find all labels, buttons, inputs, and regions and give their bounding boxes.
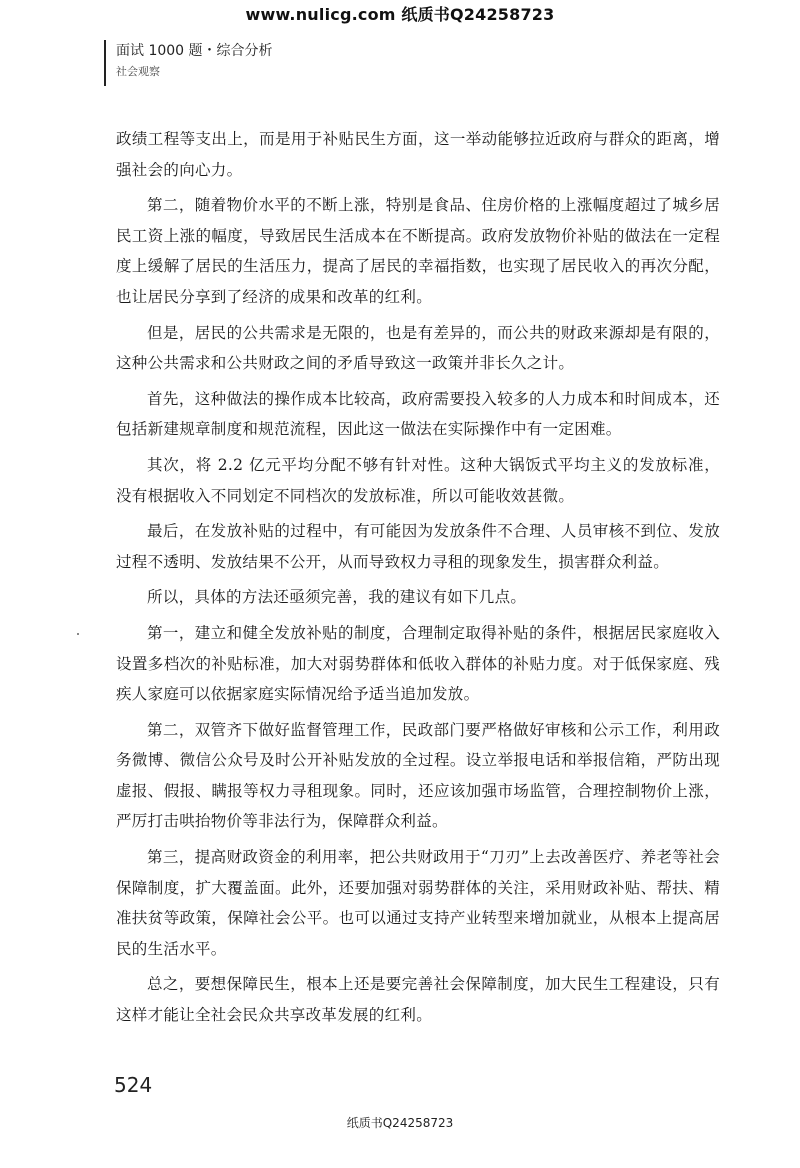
paragraph-4: 首先，这种做法的操作成本比较高，政府需要投入较多的人力成本和时间成本，还包括新建规章制度和规范流程，因此这一做法在实际操作中有一定困难。 <box>116 389 720 439</box>
section-title: 社会观察 <box>116 65 160 78</box>
paragraph-1: 政绩工程等支出上，而是用于补贴民生方面，这一举动能够拉近政府与群众的距离，增强社会的向心力。 <box>116 130 720 179</box>
top-watermark: www.nulicg.com 纸质书Q24258723 <box>245 5 555 24</box>
paragraph-2: 第二，随着物价水平的不断上涨，特别是食品、住房价格的上涨幅度超过了城乡居民工资上涨的幅度，导致居民生活成本在不断提高。政府发放物价补贴的做法在一定程度上缓解了居民的生活压力，提高了居民的幸福指数，也实现了居民收入的再次分配，也让居民分享到了经济的成果和改革的红利。 <box>116 196 720 306</box>
running-header <box>104 40 273 86</box>
book-title: 面试 1000 题・综合分析 <box>116 43 273 59</box>
bottom-watermark: 纸质书Q24258723 <box>346 1116 454 1130</box>
paragraph-5: 其次，将 2.2 亿元平均分配不够有针对性。这种大锅饭式平均主义的发放标准，没有根据收入不同划定不同档次的发放标准，所以可能收效甚微。 <box>116 455 720 505</box>
body-text <box>116 124 720 1036</box>
paragraph-10: 第三，提高财政资金的利用率，把公共财政用于“刀刃”上去改善医疗、养老等社会保障制度，扩大覆盖面。此外，还要加强对弱势群体的关注，采用财政补贴、帮扶、精准扶贫等政策，保障社会公平。也可以通过支持产业转型来增加就业，从根本上提高居民的生活水平。 <box>116 848 720 958</box>
margin-dot <box>77 633 79 635</box>
paragraph-7: 所以，具体的方法还亟须完善，我的建议有如下几点。 <box>147 588 527 607</box>
paragraph-3: 但是，居民的公共需求是无限的，也是有差异的，而公共的财政来源却是有限的，这种公共需求和公共财政之间的矛盾导致这一政策并非长久之计。 <box>116 323 720 373</box>
paragraph-9: 第二，双管齐下做好监督管理工作，民政部门要严格做好审核和公示工作，利用政务微博、微信公众号及时公开补贴发放的全过程。设立举报电话和举报信箱，严防出现虚报、假报、瞒报等权力寻租现象。同时，还应该加强市场监管，合理控制物价上涨，严厉打击哄抬物价等非法行为，保障群众利益。 <box>116 720 720 831</box>
paragraph-6: 最后，在发放补贴的过程中，有可能因为发放条件不合理、人员审核不到位、发放过程不透明、发放结果不公开，从而导致权力寻租的现象发生，损害群众利益。 <box>116 522 720 571</box>
page-number: 524 <box>114 1073 153 1097</box>
paragraph-8: 第一，建立和健全发放补贴的制度，合理制定取得补贴的条件，根据居民家庭收入设置多档次的补贴标准，加大对弱势群体和低收入群体的补贴力度。对于低保家庭、残疾人家庭可以依据家庭实际情况给予适当追加发放。 <box>116 623 720 704</box>
paragraph-11: 总之，要想保障民生，根本上还是要完善社会保障制度，加大民生工程建设，只有这样才能让全社会民众共享改革发展的红利。 <box>116 975 720 1025</box>
